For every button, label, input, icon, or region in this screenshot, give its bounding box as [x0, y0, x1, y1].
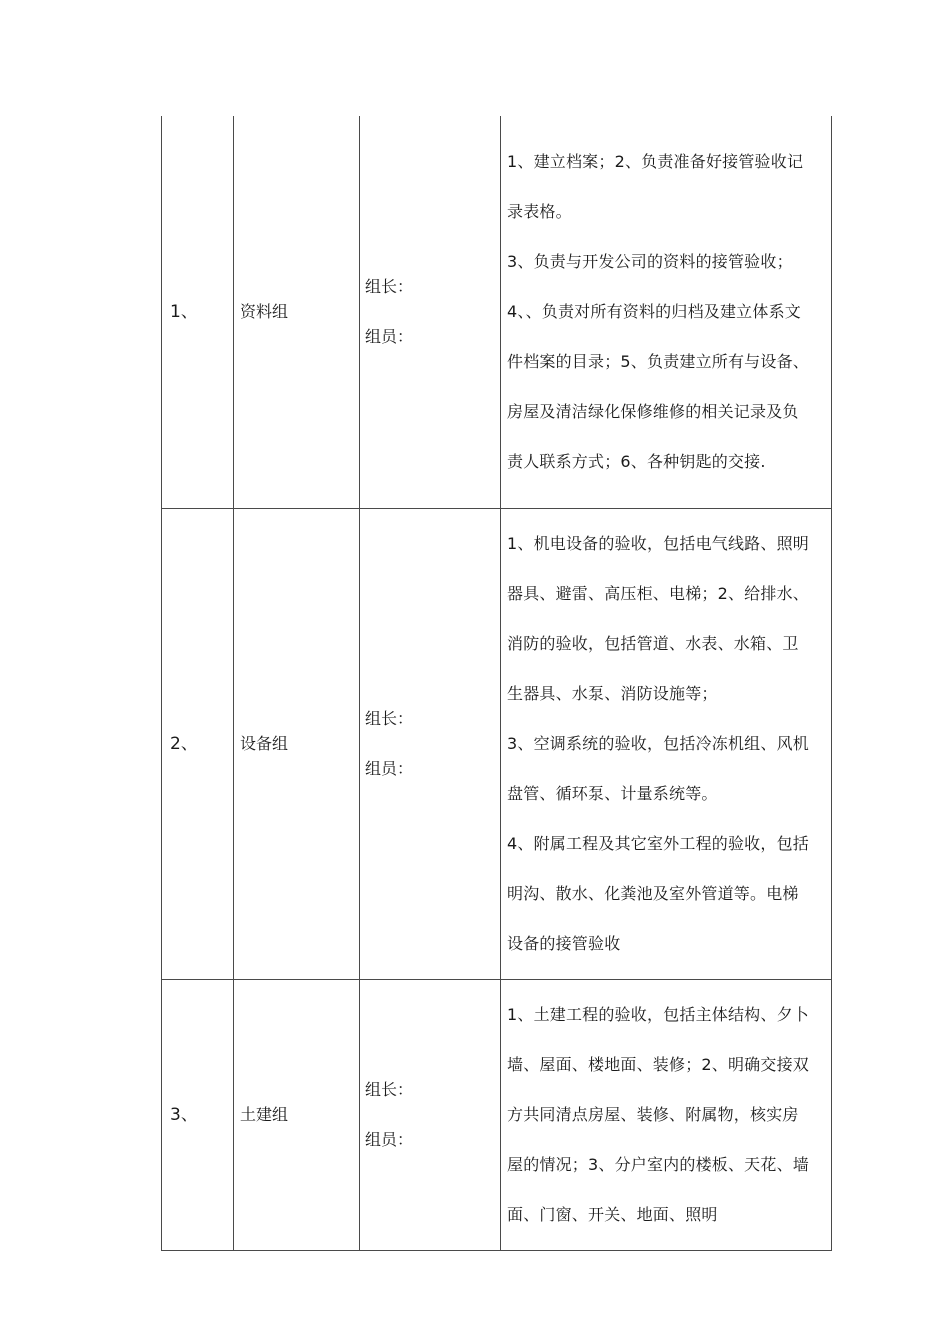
duty-line: 1、机电设备的验收，包括电气线路、照明 [507, 534, 809, 553]
group-name: 土建组 [240, 1105, 289, 1124]
group-name-cell [234, 509, 360, 980]
duty-line: 设备的接管验收 [507, 934, 621, 953]
duty-line: 房屋及清洁绿化保修维修的相关记录及负 [507, 402, 799, 421]
table-row [162, 509, 832, 980]
member-label: 组员： [365, 1130, 414, 1149]
group-name-cell [234, 980, 360, 1251]
duty-line: 3、负责与开发公司的资料的接管验收； [507, 252, 793, 271]
leader-label: 组长： [365, 277, 414, 296]
member-label: 组员： [365, 327, 414, 346]
leader-label: 组长： [365, 1080, 414, 1099]
group-name: 设备组 [240, 734, 289, 753]
row-number: 3、 [170, 1105, 198, 1125]
duty-line: 墙、屋面、楼地面、装修；2、明确交接双 [507, 1055, 809, 1074]
group-name-cell [234, 116, 360, 509]
handover-group-table [161, 116, 832, 1251]
members-cell [360, 980, 501, 1251]
member-label: 组员： [365, 759, 414, 778]
duty-line: 件档案的目录；5、负责建立所有与设备、 [507, 352, 809, 371]
duty-line: 4、、负责对所有资料的归档及建立体系文 [507, 302, 801, 321]
row-number: 2、 [170, 734, 198, 754]
duties-cell [501, 509, 832, 980]
group-name: 资料组 [240, 302, 289, 321]
duty-line: 器具、避雷、高压柜、电梯；2、给排水、 [507, 584, 809, 603]
row-number-cell [162, 509, 234, 980]
duty-line: 1、建立档案；2、负责准备好接管验收记 [507, 152, 804, 171]
table-row [162, 116, 832, 509]
members-cell [360, 509, 501, 980]
duty-line: 消防的验收，包括管道、水表、水箱、卫 [507, 634, 799, 653]
duty-line: 盘管、循环泵、计量系统等。 [507, 784, 718, 803]
duty-line: 方共同清点房屋、装修、附属物，核实房 [507, 1105, 799, 1124]
duty-line: 屋的情况；3、分户室内的楼板、天花、墙 [507, 1155, 809, 1174]
duty-line: 面、门窗、开关、地面、照明 [507, 1205, 718, 1224]
duties-cell [501, 116, 832, 509]
duty-line: 明沟、散水、化粪池及室外管道等。电梯 [507, 884, 799, 903]
duty-line: 3、空调系统的验收，包括冷冻机组、风机 [507, 734, 809, 753]
members-cell [360, 116, 501, 509]
duty-line: 录表格。 [507, 202, 572, 221]
duty-line: 生器具、水泵、消防设施等； [507, 684, 718, 703]
duty-line: 责人联系方式；6、各种钥匙的交接. [507, 452, 766, 471]
leader-label: 组长： [365, 709, 414, 728]
duty-line: 1、土建工程的验收，包括主体结构、夕卜 [507, 1005, 809, 1024]
row-number-cell [162, 116, 234, 509]
duties-cell [501, 980, 832, 1251]
row-number-cell [162, 980, 234, 1251]
table-row [162, 980, 832, 1251]
row-number: 1、 [170, 302, 198, 322]
duty-line: 4、附属工程及其它室外工程的验收，包括 [507, 834, 809, 853]
